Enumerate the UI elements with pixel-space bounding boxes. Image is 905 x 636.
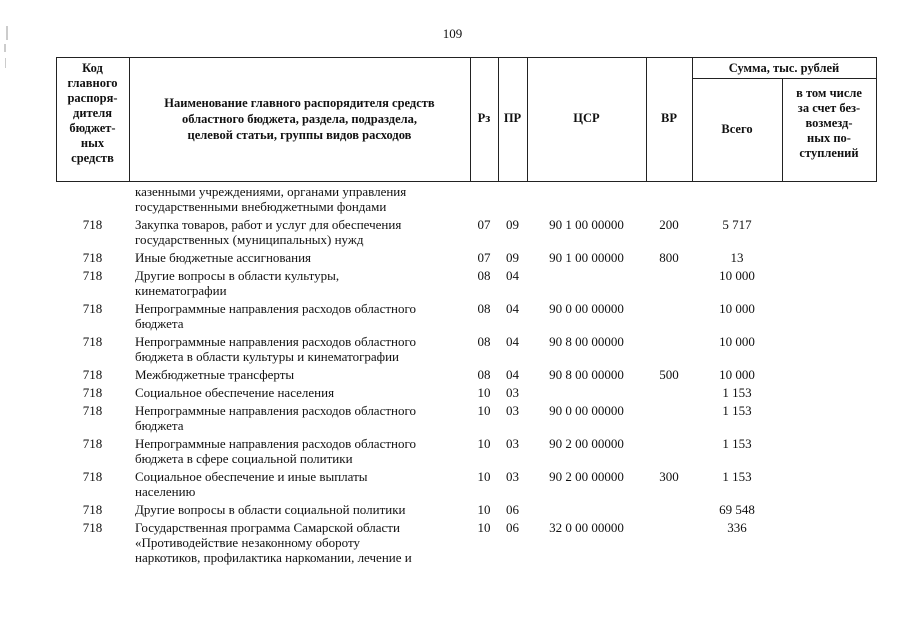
vr-cell: 800 (659, 250, 679, 265)
name-line: Межбюджетные трансферты (135, 367, 295, 382)
csr-cell: 90 8 00 00000 (549, 367, 624, 382)
total-cell: 1 153 (722, 385, 752, 400)
code-cell: 718 (82, 469, 103, 484)
rz-cell: 10 (477, 502, 491, 517)
code-cell: 718 (82, 436, 103, 451)
code-cell: 718 (82, 268, 103, 283)
header-code-line: средств (71, 151, 114, 165)
name-line: бюджета (135, 316, 184, 331)
name-line: «Противодействие незаконному обороту (135, 535, 360, 550)
code-cell: 718 (82, 403, 103, 418)
code-cell: 718 (82, 217, 103, 232)
rz-cell: 08 (477, 301, 491, 316)
scan-mark (4, 44, 6, 52)
rz-cell: 10 (477, 469, 491, 484)
code-cell: 718 (82, 385, 103, 400)
vr-cell: 200 (659, 217, 679, 232)
total-cell: 1 153 (722, 403, 752, 418)
total-cell: 10 000 (719, 367, 755, 382)
csr-cell: 32 0 00 00000 (549, 520, 624, 535)
name-line: Другие вопросы в области культуры, (135, 268, 340, 283)
vr-cell: 300 (659, 469, 679, 484)
page-number: 109 (442, 26, 463, 41)
header-vr: ВР (661, 111, 677, 125)
table-row (0, 184, 905, 216)
code-cell: 718 (82, 502, 103, 517)
table-row (0, 367, 905, 384)
code-cell: 718 (82, 334, 103, 349)
table-row (0, 385, 905, 402)
header-pr: ПР (503, 111, 522, 125)
sum-subheader-border (692, 78, 876, 79)
pr-cell: 04 (506, 367, 519, 382)
name-line: бюджета в области культуры и кинематографии (135, 349, 400, 364)
rz-cell: 08 (477, 268, 491, 283)
name-line: Непрограммные направления расходов областного (135, 436, 416, 451)
pr-cell: 03 (506, 469, 519, 484)
rz-cell: 07 (477, 217, 491, 232)
header-code-line: бюджет- (69, 121, 116, 135)
csr-cell: 90 2 00 00000 (549, 469, 624, 484)
name-line: Иные бюджетные ассигнования (135, 250, 312, 265)
header-name-line: целевой статьи, группы видов расходов (187, 128, 412, 142)
pr-cell: 09 (506, 217, 519, 232)
total-cell: 1 153 (722, 469, 752, 484)
header-total: Всего (721, 122, 753, 136)
total-cell: 10 000 (719, 268, 755, 283)
code-cell: 718 (82, 301, 103, 316)
pr-cell: 03 (506, 403, 519, 418)
header-incl-line: ступлений (799, 146, 859, 160)
total-cell: 336 (727, 520, 747, 535)
scan-mark (6, 26, 8, 40)
header-name-line: Наименование главного распорядителя средств (164, 96, 435, 110)
header-name-line: областного бюджета, раздела, подраздела, (181, 112, 418, 126)
rz-cell: 10 (477, 403, 491, 418)
name-line: Социальное обеспечение и иные выплаты (135, 469, 368, 484)
table-row (0, 469, 905, 501)
total-cell: 5 717 (722, 217, 752, 232)
column-border (876, 57, 877, 182)
name-line: государственных (муниципальных) нужд (135, 232, 364, 247)
header-incl-line: за счет без- (797, 101, 861, 115)
table-row (0, 250, 905, 267)
name-line: наркотиков, профилактика наркомании, лечение и (135, 550, 412, 565)
header-code-line: Код (82, 61, 103, 75)
name-line: Непрограммные направления расходов областного (135, 301, 416, 316)
name-line: государственными внебюджетными фондами (135, 199, 387, 214)
csr-cell: 90 0 00 00000 (549, 403, 624, 418)
pr-cell: 04 (506, 334, 519, 349)
csr-cell: 90 8 00 00000 (549, 334, 624, 349)
name-line: бюджета (135, 418, 184, 433)
csr-cell: 90 1 00 00000 (549, 250, 624, 265)
total-cell: 1 153 (722, 436, 752, 451)
table-row (0, 403, 905, 435)
header-code-line: дителя (73, 106, 112, 120)
header-incl-line: в том числе (796, 86, 862, 100)
header-sum: Сумма, тыс. рублей (728, 61, 840, 75)
table-row (0, 301, 905, 333)
header-top-border (56, 57, 876, 58)
name-line: кинематографии (135, 283, 227, 298)
table-row (0, 502, 905, 519)
header-incl-line: ных по- (807, 131, 851, 145)
header-csr: ЦСР (573, 111, 600, 125)
header-code-line: ных (80, 136, 105, 150)
pr-cell: 09 (506, 250, 519, 265)
total-cell: 10 000 (719, 334, 755, 349)
header-rz: Рз (477, 111, 491, 125)
rz-cell: 10 (477, 385, 491, 400)
name-line: Закупка товаров, работ и услуг для обеспечения (135, 217, 402, 232)
table-row (0, 520, 905, 567)
total-cell: 10 000 (719, 301, 755, 316)
rz-cell: 08 (477, 334, 491, 349)
name-line: Непрограммные направления расходов областного (135, 334, 416, 349)
pr-cell: 06 (506, 502, 519, 517)
rz-cell: 08 (477, 367, 491, 382)
header-code-line: главного (67, 76, 118, 90)
code-cell: 718 (82, 250, 103, 265)
name-line: Социальное обеспечение населения (135, 385, 335, 400)
name-line: Другие вопросы в области социальной политики (135, 502, 406, 517)
code-cell: 718 (82, 520, 103, 535)
table-row (0, 217, 905, 249)
total-cell: 13 (730, 250, 744, 265)
csr-cell: 90 0 00 00000 (549, 301, 624, 316)
pr-cell: 03 (506, 385, 519, 400)
table-row (0, 268, 905, 300)
total-cell: 69 548 (719, 502, 755, 517)
vr-cell: 500 (659, 367, 679, 382)
header-incl-line: возмезд- (805, 116, 853, 130)
rz-cell: 10 (477, 436, 491, 451)
pr-cell: 04 (506, 268, 519, 283)
name-line: Непрограммные направления расходов областного (135, 403, 416, 418)
name-line: населению (135, 484, 196, 499)
pr-cell: 04 (506, 301, 519, 316)
header-code-line: распоря- (67, 91, 118, 105)
rz-cell: 07 (477, 250, 491, 265)
table-row (0, 436, 905, 468)
csr-cell: 90 2 00 00000 (549, 436, 624, 451)
name-line: бюджета в сфере социальной политики (135, 451, 353, 466)
csr-cell: 90 1 00 00000 (549, 217, 624, 232)
pr-cell: 03 (506, 436, 519, 451)
name-line: казенными учреждениями, органами управления (135, 184, 407, 199)
pr-cell: 06 (506, 520, 519, 535)
name-line: Государственная программа Самарской области (135, 520, 400, 535)
table-row (0, 334, 905, 366)
scan-mark (5, 58, 6, 68)
code-cell: 718 (82, 367, 103, 382)
rz-cell: 10 (477, 520, 491, 535)
header-bottom-border (56, 181, 876, 182)
